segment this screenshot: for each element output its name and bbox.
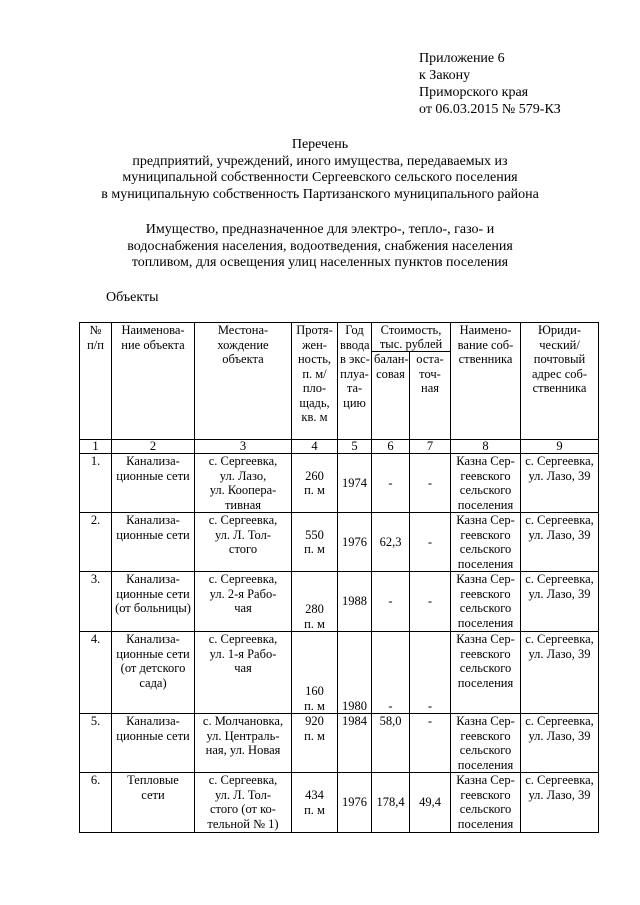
cell-line: сельского bbox=[459, 743, 512, 757]
cell-line: чая bbox=[234, 601, 252, 615]
owner-address bbox=[521, 454, 599, 513]
appendix-reference bbox=[419, 50, 561, 118]
cell-line: геевского bbox=[460, 728, 511, 743]
cell-line: сельского bbox=[459, 601, 512, 615]
cell-line: поселения bbox=[457, 757, 514, 772]
object-name bbox=[112, 572, 195, 632]
section-label: Объекты bbox=[106, 290, 159, 305]
object-location bbox=[195, 773, 292, 833]
cell-line: Тепловые bbox=[127, 773, 179, 787]
commission-year: 1988 bbox=[338, 572, 372, 632]
cell-line: Казна Сер- bbox=[456, 572, 515, 586]
cell-line: ул. Лазо, 39 bbox=[528, 646, 591, 661]
cell-line: ул. 2-я Рабо- bbox=[209, 586, 277, 601]
cell-line: с. Сергеевка, bbox=[208, 773, 278, 787]
cell-line: ул. Централь- bbox=[206, 728, 280, 743]
cell-line: ционные сети bbox=[116, 728, 190, 743]
cell-line: сельского bbox=[459, 661, 512, 675]
object-length bbox=[292, 572, 338, 632]
subtitle-line: топливом, для освещения улиц населенных пунктов поселения bbox=[131, 255, 509, 270]
title-line: предприятий, учреждений, иного имущества, передаваемых из bbox=[132, 153, 508, 169]
cost-balance: - bbox=[372, 454, 410, 513]
header-location bbox=[195, 323, 292, 440]
cell-line: ул. Лазо, 39 bbox=[528, 728, 591, 743]
row-number: 2. bbox=[80, 513, 112, 572]
cell-line: кв. м bbox=[301, 410, 328, 424]
column-number: 2 bbox=[112, 440, 195, 454]
object-location bbox=[195, 632, 292, 714]
table-row bbox=[80, 454, 599, 513]
cell-line: п. м bbox=[304, 542, 325, 556]
cell-line: тельной № 1) bbox=[207, 816, 279, 831]
header-owner bbox=[451, 323, 521, 440]
cell-line: адрес соб- bbox=[532, 366, 588, 381]
table-row bbox=[80, 714, 599, 773]
document-subtitle bbox=[60, 222, 580, 272]
cell-line: Канализа- bbox=[126, 714, 180, 728]
cell-line: п/п bbox=[87, 337, 104, 352]
cell-line: Местона- bbox=[217, 323, 269, 337]
cell-line: балан- bbox=[374, 352, 409, 366]
cell-line: ционные сети bbox=[116, 527, 190, 542]
cell-line: п. м bbox=[304, 698, 325, 713]
row-number: 4. bbox=[80, 632, 112, 714]
cell-line: Казна Сер- bbox=[456, 773, 515, 787]
cell-line: сельского bbox=[459, 802, 512, 816]
row-number: 5. bbox=[80, 714, 112, 773]
cell-line: п. м bbox=[304, 483, 325, 497]
cell-line: ционные сети bbox=[116, 586, 190, 601]
cell-line: (от детского bbox=[120, 661, 186, 675]
cell-line: в экс- bbox=[340, 352, 370, 366]
cell-line: ул. Лазо, 39 bbox=[528, 787, 591, 802]
cell-line: сельского bbox=[459, 542, 512, 556]
cell-line: Стоимость, bbox=[380, 323, 442, 337]
header-cost bbox=[372, 323, 451, 352]
cell-line: поселения bbox=[457, 615, 514, 630]
owner-name bbox=[451, 632, 521, 714]
cell-line: вание соб- bbox=[457, 337, 514, 352]
column-number: 6 bbox=[372, 440, 410, 454]
cell-line: точ- bbox=[419, 366, 441, 381]
cost-residual: - bbox=[410, 513, 451, 572]
cell-line: 920 bbox=[305, 714, 324, 728]
title-line: в муниципальную собственность Партизанского муниципального района bbox=[101, 186, 539, 202]
object-name bbox=[112, 454, 195, 513]
owner-address bbox=[521, 714, 599, 773]
cell-line: № bbox=[89, 323, 102, 337]
cell-line: ул. Лазо, 39 bbox=[528, 586, 591, 601]
owner-name bbox=[451, 513, 521, 572]
cell-line: жен- bbox=[302, 337, 327, 352]
commission-year: 1976 bbox=[338, 773, 372, 833]
cell-line: ул. 1-я Рабо- bbox=[209, 646, 277, 661]
cell-line: ул. Лазо, 39 bbox=[528, 527, 591, 542]
subtitle-line: водоснабжения населения, водоотведения, снабжения населения bbox=[127, 238, 513, 254]
cost-residual: - bbox=[410, 714, 451, 773]
cost-residual: - bbox=[410, 572, 451, 632]
cell-line: геевского bbox=[460, 586, 511, 601]
cell-line: Канализа- bbox=[126, 454, 180, 468]
cell-line: Наимено- bbox=[459, 323, 512, 337]
cell-line: п. м bbox=[304, 802, 325, 817]
cell-line: 434 bbox=[305, 788, 324, 802]
object-name bbox=[112, 714, 195, 773]
cell-line: ческий/ bbox=[539, 337, 580, 352]
object-length bbox=[292, 513, 338, 572]
cost-residual: 49,4 bbox=[410, 773, 451, 833]
cost-balance: - bbox=[372, 632, 410, 714]
object-length bbox=[292, 714, 338, 773]
cell-line: пло- bbox=[302, 381, 327, 395]
cell-line: ние объекта bbox=[121, 337, 185, 352]
cell-line: сети bbox=[141, 787, 165, 802]
column-numbers-row bbox=[80, 440, 599, 454]
cell-line: почтовый bbox=[533, 352, 586, 366]
column-number: 9 bbox=[521, 440, 599, 454]
cost-balance: 178,4 bbox=[372, 773, 410, 833]
cell-line: сада) bbox=[139, 675, 167, 690]
cell-line: ственника bbox=[458, 352, 513, 366]
appendix-line: к Закону bbox=[419, 68, 471, 83]
cell-line: ул. Лазо, bbox=[219, 468, 267, 483]
owner-address bbox=[521, 773, 599, 833]
cell-line: Казна Сер- bbox=[456, 632, 515, 646]
cell-line: геевского bbox=[460, 468, 511, 483]
cell-line: ционные сети bbox=[116, 646, 190, 661]
cell-line: щадь, bbox=[299, 395, 330, 410]
cell-line: стого (от ко- bbox=[210, 802, 276, 816]
cell-line: с. Молчановка, bbox=[202, 714, 284, 728]
row-number: 3. bbox=[80, 572, 112, 632]
cell-line: (от больницы) bbox=[115, 601, 191, 615]
cell-line: тыс. рублей bbox=[379, 337, 443, 351]
commission-year: 1976 bbox=[338, 513, 372, 572]
table-row bbox=[80, 513, 599, 572]
cell-line: ул. Л. Тол- bbox=[214, 527, 272, 542]
cell-line: Юриди- bbox=[538, 323, 582, 337]
object-name bbox=[112, 773, 195, 833]
cell-line: Год bbox=[345, 323, 364, 337]
object-location bbox=[195, 513, 292, 572]
object-length bbox=[292, 632, 338, 714]
cell-line: геевского bbox=[460, 646, 511, 661]
header-length bbox=[292, 323, 338, 440]
cell-line: та- bbox=[346, 381, 363, 395]
owner-name bbox=[451, 454, 521, 513]
cell-line: Протя- bbox=[296, 323, 333, 337]
commission-year: 1974 bbox=[338, 454, 372, 513]
commission-year: 1984 bbox=[338, 714, 372, 773]
cell-line: 260 bbox=[305, 468, 324, 483]
header-cost-residual bbox=[410, 352, 451, 440]
cell-line: с. Сергеевка, bbox=[208, 572, 278, 586]
cell-line: ная, ул. Новая bbox=[205, 743, 281, 757]
cost-balance: - bbox=[372, 572, 410, 632]
object-location bbox=[195, 714, 292, 773]
cell-line: совая bbox=[376, 366, 405, 381]
cell-line: Казна Сер- bbox=[456, 454, 515, 468]
header-num bbox=[80, 323, 112, 440]
subtitle-line: Имущество, предназначенное для электро-, тепло-, газо- и bbox=[145, 222, 495, 237]
cell-line: ность, bbox=[297, 352, 332, 366]
cell-line: Наименова- bbox=[121, 323, 185, 337]
cell-line: с. Сергеевка, bbox=[525, 454, 594, 468]
cell-line: Канализа- bbox=[126, 632, 180, 646]
cell-line: 550 bbox=[305, 527, 324, 542]
table-row bbox=[80, 773, 599, 833]
cell-line: Казна Сер- bbox=[456, 513, 515, 527]
object-location bbox=[195, 572, 292, 632]
column-number: 4 bbox=[292, 440, 338, 454]
cell-line: 160 bbox=[305, 684, 324, 698]
document-title bbox=[60, 137, 580, 203]
cell-line: плуа- bbox=[340, 366, 369, 381]
appendix-line: от 06.03.2015 № 579-КЗ bbox=[419, 102, 561, 117]
cell-line: ул. Коопера- bbox=[209, 483, 277, 497]
cell-line: ул. Л. Тол- bbox=[214, 787, 272, 802]
header-name bbox=[112, 323, 195, 440]
column-number: 3 bbox=[195, 440, 292, 454]
object-name bbox=[112, 632, 195, 714]
cell-line: поселения bbox=[457, 675, 514, 690]
cell-line: сельского bbox=[459, 483, 512, 497]
cell-line: с. Сергеевка, bbox=[525, 714, 594, 728]
cost-balance: 62,3 bbox=[372, 513, 410, 572]
cell-line: с. Сергеевка, bbox=[208, 632, 278, 646]
cell-line: цию bbox=[343, 395, 366, 410]
cost-balance: 58,0 bbox=[372, 714, 410, 773]
header-address bbox=[521, 323, 599, 440]
owner-name bbox=[451, 714, 521, 773]
cell-line: поселения bbox=[457, 556, 514, 571]
cell-line: с. Сергеевка, bbox=[525, 632, 594, 646]
row-number: 1. bbox=[80, 454, 112, 513]
cell-line: стого bbox=[228, 542, 258, 556]
column-number: 8 bbox=[451, 440, 521, 454]
commission-year: 1980 bbox=[338, 632, 372, 714]
cell-line: ул. Лазо, 39 bbox=[528, 468, 591, 483]
cell-line: геевского bbox=[460, 787, 511, 802]
object-location bbox=[195, 454, 292, 513]
object-name bbox=[112, 513, 195, 572]
owner-name bbox=[451, 572, 521, 632]
objects-table bbox=[79, 322, 599, 833]
table-row bbox=[80, 632, 599, 714]
cost-residual: - bbox=[410, 454, 451, 513]
header-cost-balance bbox=[372, 352, 410, 440]
cell-line: с. Сергеевка, bbox=[525, 513, 594, 527]
object-length bbox=[292, 454, 338, 513]
cell-line: п. м bbox=[304, 616, 325, 631]
column-number: 7 bbox=[410, 440, 451, 454]
appendix-line: Приложение 6 bbox=[419, 51, 505, 66]
object-length bbox=[292, 773, 338, 833]
cell-line: ная bbox=[421, 381, 439, 395]
cell-line: Канализа- bbox=[126, 572, 180, 586]
cell-line: тивная bbox=[224, 497, 262, 512]
cell-line: с. Сергеевка, bbox=[208, 454, 278, 468]
cell-line: чая bbox=[234, 661, 252, 675]
cell-line: 280 bbox=[305, 602, 324, 616]
appendix-line: Приморского края bbox=[419, 85, 529, 100]
cell-line: ственника bbox=[532, 381, 587, 395]
cell-line: оста- bbox=[416, 352, 444, 366]
owner-name bbox=[451, 773, 521, 833]
cell-line: объекта bbox=[222, 352, 264, 366]
title-line: Перечень bbox=[291, 137, 349, 152]
title-line: муниципальной собственности Сергеевского сельского поселения bbox=[122, 170, 518, 185]
cell-line: поселения bbox=[457, 497, 514, 512]
owner-address bbox=[521, 572, 599, 632]
cell-line: ционные сети bbox=[116, 468, 190, 483]
table-row bbox=[80, 572, 599, 632]
cell-line: с. Сергеевка, bbox=[525, 773, 594, 787]
cell-line: Канализа- bbox=[126, 513, 180, 527]
header-year bbox=[338, 323, 372, 440]
column-number: 1 bbox=[80, 440, 112, 454]
row-number: 6. bbox=[80, 773, 112, 833]
cell-line: геевского bbox=[460, 527, 511, 542]
cell-line: с. Сергеевка, bbox=[208, 513, 278, 527]
cell-line: п. м bbox=[304, 728, 325, 743]
cost-residual: - bbox=[410, 632, 451, 714]
cell-line: Казна Сер- bbox=[456, 714, 515, 728]
cell-line: хождение bbox=[217, 337, 269, 352]
cell-line: с. Сергеевка, bbox=[525, 572, 594, 586]
cell-line: п. м/ bbox=[302, 366, 327, 381]
objects-table-body bbox=[80, 440, 599, 833]
owner-address bbox=[521, 632, 599, 714]
cell-line: ввода bbox=[340, 337, 370, 352]
owner-address bbox=[521, 513, 599, 572]
cell-line: поселения bbox=[457, 816, 514, 831]
column-number: 5 bbox=[338, 440, 372, 454]
